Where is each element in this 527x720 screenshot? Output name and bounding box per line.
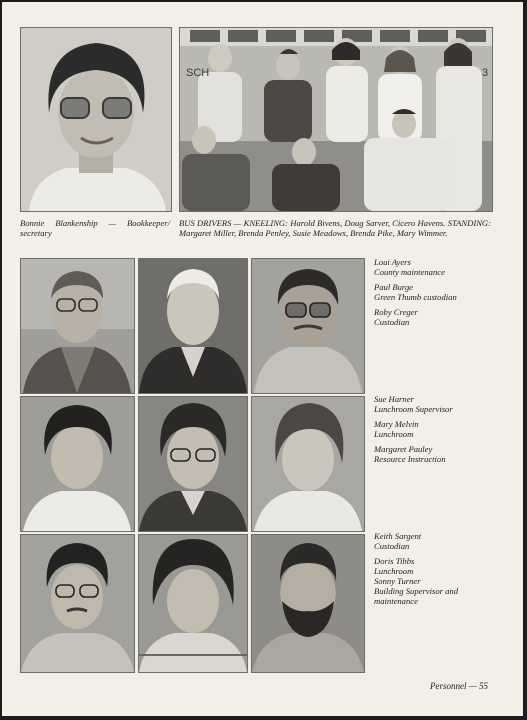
names-group-3: [374, 531, 474, 611]
staff-role: Lunchroom: [374, 429, 414, 439]
photo-paul-burge: [138, 258, 248, 394]
staff-entry: [374, 531, 474, 551]
page-footer: Personnel — 55: [430, 681, 488, 691]
photo-sue-harner: [20, 396, 135, 532]
bus-number-text: 3: [482, 67, 489, 79]
staff-role: Resource Instruction: [374, 454, 446, 464]
staff-entry: [374, 282, 514, 302]
staff-name: Mary Melvin: [374, 419, 419, 429]
staff-name: Margaret Pauley: [374, 444, 433, 454]
staff-entry: [374, 576, 474, 606]
names-group-2: [374, 394, 514, 469]
staff-name: Keith Sargent: [374, 531, 422, 541]
staff-entry: [374, 257, 514, 277]
staff-entry: [374, 394, 514, 414]
photo-bus-drivers: [179, 27, 493, 212]
bonnie-caption: Bonnie Blankenship — Bookkeeper/ secretary: [20, 218, 170, 238]
photo-roby-creger: [251, 258, 365, 394]
staff-name: Sonny Turner: [374, 576, 421, 586]
staff-role: Custodian: [374, 317, 410, 327]
bus-drivers-caption: BUS DRIVERS — KNEELING: Harold Bivens, Doug Sarver, Cicero Havens. STANDING: Margaret Miller, Brenda Penley, Susie Meadows, Brenda Pike, Mary Wimmer.: [179, 218, 491, 238]
staff-entry: [374, 444, 514, 464]
photo-mary-melvin: [138, 396, 248, 532]
staff-name: Sue Harner: [374, 394, 414, 404]
photo-keith-sargent: [20, 534, 135, 673]
bus-sign-text: SCH: [186, 67, 210, 79]
staff-role: County maintenance: [374, 267, 445, 277]
photo-doris-tibbs: [138, 534, 248, 673]
staff-role: Lunchroom: [374, 566, 414, 576]
photo-margaret-pauley: [251, 396, 365, 532]
staff-name: Paul Burge: [374, 282, 414, 292]
staff-role: Building Supervisor and maintenance: [374, 586, 459, 606]
staff-name: Loui Ayers: [374, 257, 411, 267]
staff-role: Lunchroom Supervisor: [374, 404, 453, 414]
photo-loui-ayers: [20, 258, 135, 394]
staff-role: Custodian: [374, 541, 410, 551]
staff-entry: [374, 307, 514, 327]
staff-entry: [374, 419, 514, 439]
names-group-1: [374, 257, 514, 332]
photo-bonnie-blankenship: [20, 27, 172, 212]
staff-entry: [374, 556, 474, 576]
photo-sonny-turner: [251, 534, 365, 673]
staff-role: Green Thumb custodian: [374, 292, 457, 302]
yearbook-page: [2, 2, 523, 716]
staff-name: Doris Tibbs: [374, 556, 415, 566]
staff-name: Roby Creger: [374, 307, 418, 317]
